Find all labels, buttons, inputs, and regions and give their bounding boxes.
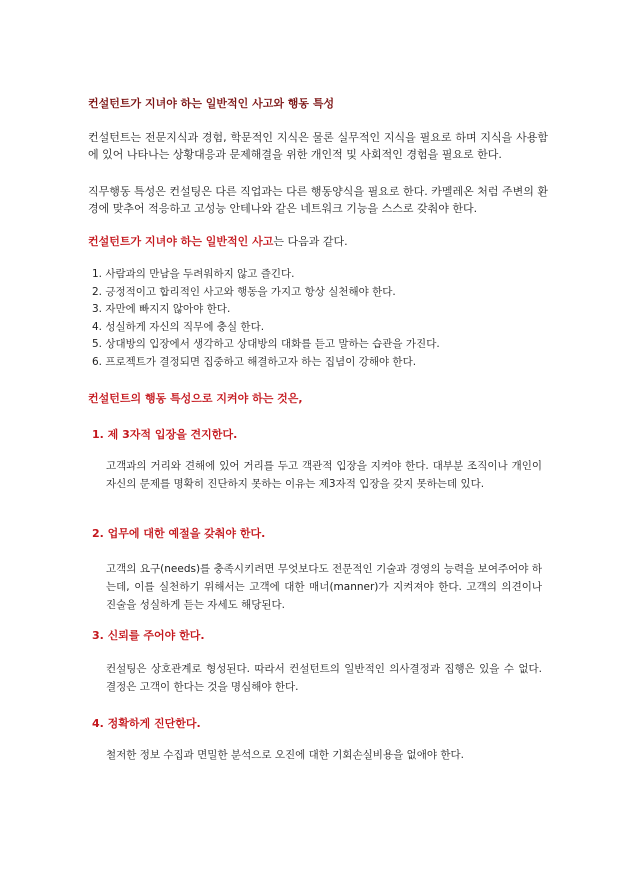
list-item: 5. 상대방의 입장에서 생각하고 상대방의 대화를 듣고 말하는 습관을 가진다. bbox=[92, 338, 440, 351]
list-item: 2. 긍정적이고 합리적인 사고와 행동을 가지고 항상 실천해야 한다. bbox=[92, 285, 396, 298]
list-item: 4. 성실하게 자신의 직무에 충실 한다. bbox=[92, 320, 265, 333]
section-body-1: 고객과의 거리와 견해에 있어 거리를 두고 객관적 입장을 지켜야 한다. 대부분 조직이나 개인이 자신의 문제를 명확히 진단하지 못하는 이유는 제3자적 입장을 갖지 못하는데 있다. bbox=[106, 460, 542, 490]
list-item: 6. 프로젝트가 결정되면 집중하고 해결하고자 하는 집념이 강해야 한다. bbox=[92, 355, 417, 368]
section-body-2: 고객의 요구(needs)를 충족시키려면 무엇보다도 전문적인 기술과 경영의 능력을 보여주어야 하는데, 이를 실천하기 위해서는 고객에 대한 매너(manner)가 지켜져야 한다. 고객의 의견이나 진술을 성실하게 듣는 자세도 해당된다. bbox=[106, 563, 542, 611]
intro-paragraph-2: 직무행동 특성은 컨설팅은 다른 직업과는 다른 행동양식을 필요로 한다. 카멜레온 처럼 주변의 환경에 맞추어 적응하고 고성능 안테나와 같은 네트워크 기능을 스스로 갖춰야 한다. bbox=[88, 185, 548, 215]
thinking-heading bbox=[88, 234, 548, 250]
thinking-heading-tail: 는 다음과 같다. bbox=[273, 235, 348, 248]
intro-paragraph-1: 컨설턴트는 전문지식과 경험, 학문적인 지식은 물론 실무적인 지식을 필요로 하며 지식을 사용함에 있어 나타나는 상황대응과 문제해결을 위한 개인적 및 사회적인 경험을 필요로 한다. bbox=[88, 131, 548, 161]
behavior-heading: 컨설턴트의 행동 특성으로 지켜야 하는 것은, bbox=[88, 392, 303, 405]
section-title-4: 4. 정확하게 진단한다. bbox=[92, 717, 201, 730]
section-title-1: 1. 제 3자적 입장을 견지한다. bbox=[92, 428, 238, 441]
section-title-2: 2. 업무에 대한 예절을 갖춰야 한다. bbox=[92, 527, 266, 540]
thinking-list bbox=[92, 266, 542, 372]
section-body-3: 컨설팅은 상호관계로 형성된다. 따라서 컨설턴트의 일반적인 의사결정과 집행은 있을 수 없다. 결정은 고객이 한다는 것을 명심해야 한다. bbox=[106, 663, 542, 693]
list-item: 3. 자만에 빠지지 않아야 한다. bbox=[92, 303, 231, 316]
document-title: 컨설턴트가 지녀야 하는 일반적인 사고와 행동 특성 bbox=[88, 97, 335, 110]
list-item: 1. 사람과의 만남을 두려워하지 않고 즐긴다. bbox=[92, 268, 295, 280]
section-body-4: 철저한 정보 수집과 면밀한 분석으로 오진에 대한 기회손실비용을 없애야 한다. bbox=[106, 749, 464, 761]
section-title-3: 3. 신뢰를 주어야 한다. bbox=[92, 629, 205, 642]
thinking-heading-emphasis: 컨설턴트가 지녀야 하는 일반적인 사고 bbox=[88, 235, 274, 248]
